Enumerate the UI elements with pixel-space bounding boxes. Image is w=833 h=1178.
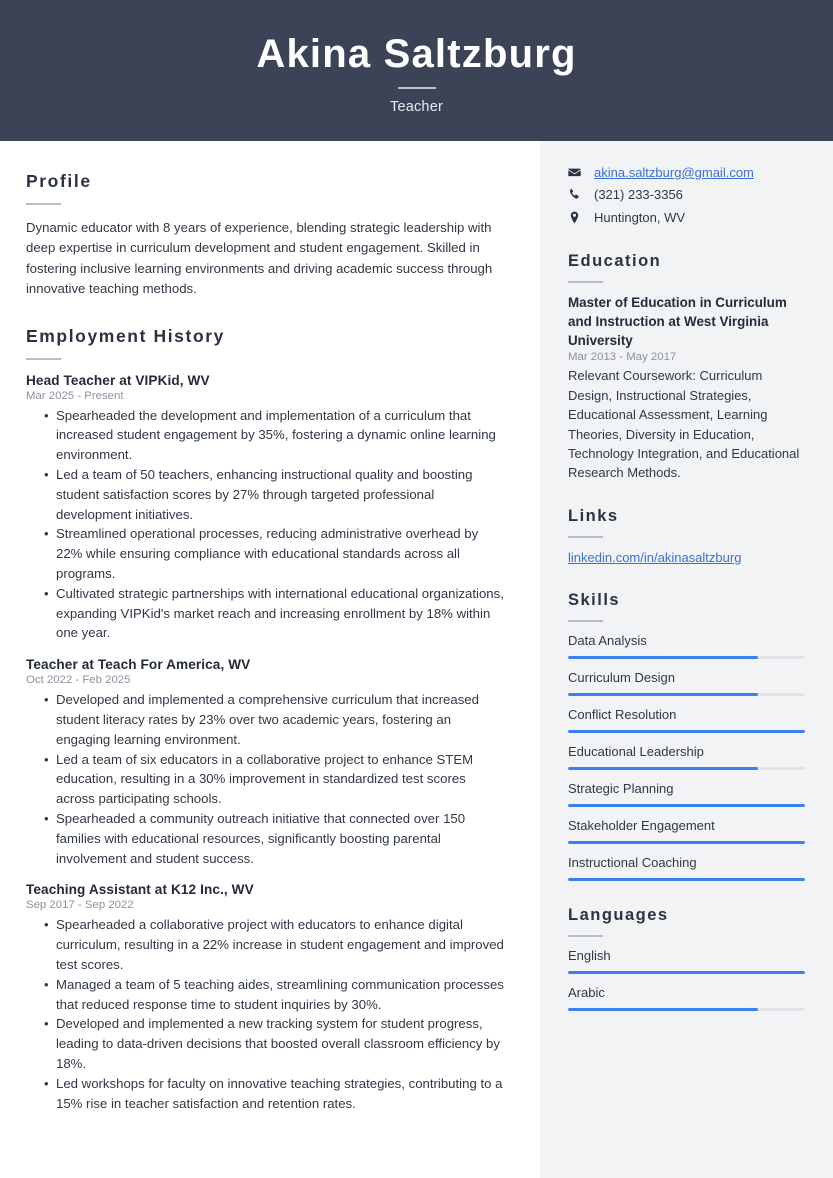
language-level-fill — [568, 971, 805, 974]
skill-level-fill — [568, 693, 758, 696]
sidebar-column — [540, 141, 833, 1178]
language — [568, 948, 805, 974]
skill-level-fill — [568, 878, 805, 881]
skill — [568, 855, 805, 881]
candidate-job-title: Teacher — [390, 98, 443, 115]
skills-heading: Skills — [568, 590, 621, 609]
job-dates: Mar 2025 - Present — [26, 389, 124, 402]
job-title: Teaching Assistant at K12 Inc., WV — [26, 882, 254, 898]
skill-level-fill — [568, 730, 805, 733]
skill-level-track — [568, 841, 805, 844]
job-bullet: • Led a team of six educators in a collaborative project to enhance STEM education, resulting in a 30% improvement in standardized test scores across participating schools. — [44, 750, 504, 809]
section-spacer — [568, 892, 805, 906]
skill-label: Conflict Resolution — [568, 706, 677, 722]
employment-section — [26, 326, 504, 1114]
profile-section — [26, 171, 504, 300]
job-bullet-list — [26, 406, 504, 644]
job-bullet: • Spearheaded the development and implementation of a curriculum that increased student engagement by 35%, fostering a dynamic online learning environment. — [44, 406, 504, 465]
header-divider — [398, 87, 436, 89]
skill — [568, 781, 805, 807]
skills-list — [568, 633, 805, 881]
contact-value: Huntington, WV — [594, 210, 686, 225]
contact-value: (321) 233-3356 — [594, 187, 683, 202]
job-bullet: • Streamlined operational processes, reducing administrative overhead by 22% while ensuring compliance with educational standards across all programs. — [44, 524, 504, 583]
job-entry — [26, 882, 504, 1113]
skill-label: Stakeholder Engagement — [568, 817, 715, 833]
skill-level-fill — [568, 804, 805, 807]
contact-row[interactable] — [568, 165, 805, 180]
language-level-fill — [568, 1008, 758, 1011]
profile-heading-rule — [26, 203, 61, 205]
job-bullet: • Led workshops for faculty on innovative teaching strategies, contributing to a 15% rise in teacher satisfaction and retention rates. — [44, 1074, 504, 1114]
job-bullet: • Spearheaded a collaborative project with educators to enhance digital curriculum, resulting in a 22% increase in student engagement and improved test scores. — [44, 915, 504, 974]
education-heading-rule — [568, 281, 603, 283]
section-spacer — [568, 483, 805, 507]
links-section — [568, 507, 805, 567]
skill-level-track — [568, 878, 805, 881]
job-bullet: • Developed and implemented a new tracking system for student progress, leading to data-driven decisions that boosted overall classroom efficiency by 18%. — [44, 1014, 504, 1073]
education-section — [568, 252, 805, 483]
envelope-icon — [568, 166, 585, 179]
resume-body — [0, 141, 833, 1178]
employment-heading: Employment History — [26, 325, 225, 346]
languages-heading-rule — [568, 935, 603, 937]
candidate-name: Akina Saltzburg — [256, 31, 577, 76]
education-list — [568, 294, 805, 483]
profile-link[interactable]: linkedin.com/in/akinasaltzburg — [568, 549, 742, 565]
language-level-track — [568, 971, 805, 974]
job-bullet-list — [26, 915, 504, 1113]
skills-section — [568, 591, 805, 881]
language-label: Arabic — [568, 984, 605, 1000]
contact-row — [568, 209, 805, 226]
job-bullet: • Spearheaded a community outreach initiative that connected over 150 families with educational resources, significantly boosting parental involvement and student success. — [44, 809, 504, 868]
main-column — [0, 141, 540, 1178]
skill-level-track — [568, 730, 805, 733]
skill-label: Curriculum Design — [568, 669, 675, 685]
job-title: Teacher at Teach For America, WV — [26, 657, 251, 673]
job-bullet: • Led a team of 50 teachers, enhancing instructional quality and boosting student satisfaction scores by 27% through targeted professional development initiatives. — [44, 465, 504, 524]
skill-label: Strategic Planning — [568, 780, 674, 796]
profile-heading: Profile — [26, 171, 92, 191]
links-heading-rule — [568, 536, 603, 538]
job-entry — [26, 657, 504, 868]
language-label: English — [568, 947, 611, 963]
languages-list — [568, 948, 805, 1011]
map-pin-icon — [568, 211, 585, 224]
job-bullet: • Cultivated strategic partnerships with international educational organizations, expanding VIPKid's market reach and increasing enrollment by 18% within one year. — [44, 584, 504, 643]
skill — [568, 818, 805, 844]
skill-level-track — [568, 767, 805, 770]
resume-header — [0, 0, 833, 141]
education-heading: Education — [568, 252, 662, 270]
skill — [568, 744, 805, 770]
skill-level-fill — [568, 841, 805, 844]
skill-level-fill — [568, 656, 758, 659]
languages-section — [568, 906, 805, 1011]
job-bullet: • Managed a team of 5 teaching aides, streamlining communication processes that reduced response time to student inquiries by 30%. — [44, 975, 504, 1015]
education-description: Relevant Coursework: Curriculum Design, Instructional Strategies, Educational Assessment, Learning Theories, Diversity in Education, Technology Integration, and Educational Research Methods. — [568, 368, 800, 481]
employment-heading-rule — [26, 358, 61, 360]
job-dates: Oct 2022 - Feb 2025 — [26, 674, 131, 687]
skills-heading-rule — [568, 620, 603, 622]
job-dates: Sep 2017 - Sep 2022 — [26, 899, 134, 912]
skill-level-track — [568, 693, 805, 696]
job-bullet-list — [26, 690, 504, 868]
phone-icon — [568, 188, 585, 201]
skill-level-track — [568, 656, 805, 659]
skill-level-track — [568, 804, 805, 807]
skill-label: Instructional Coaching — [568, 854, 697, 870]
skill-level-fill — [568, 767, 758, 770]
skill — [568, 633, 805, 659]
job-entry — [26, 373, 504, 644]
links-heading: Links — [568, 506, 619, 525]
skill-label: Educational Leadership — [568, 743, 704, 759]
links-list — [568, 549, 805, 567]
education-title: Master of Education in Curriculum and Instruction at West Virginia University — [568, 295, 787, 348]
skill — [568, 707, 805, 733]
section-spacer — [26, 300, 504, 326]
contact-email-link[interactable]: akina.saltzburg@gmail.com — [594, 165, 754, 180]
education-entry — [568, 294, 805, 483]
language — [568, 985, 805, 1011]
job-title: Head Teacher at VIPKid, WV — [26, 372, 210, 388]
profile-text: Dynamic educator with 8 years of experience, blending strategic leadership with deep expertise in curriculum development and student engagement. Skilled in fostering inclusive learning environments and driving academic success through innovative teaching methods. — [26, 220, 493, 297]
language-level-track — [568, 1008, 805, 1011]
contact-row — [568, 186, 805, 203]
skill-label: Data Analysis — [568, 632, 647, 648]
section-spacer — [568, 567, 805, 591]
education-dates: Mar 2013 - May 2017 — [568, 351, 677, 364]
skill — [568, 670, 805, 696]
job-bullet: • Developed and implemented a comprehensive curriculum that increased student literacy rates by 23% over two academic years, fostering an engaging learning environment. — [44, 690, 504, 749]
languages-heading: Languages — [568, 905, 669, 924]
contact-list — [568, 165, 805, 226]
job-list — [26, 373, 504, 1114]
